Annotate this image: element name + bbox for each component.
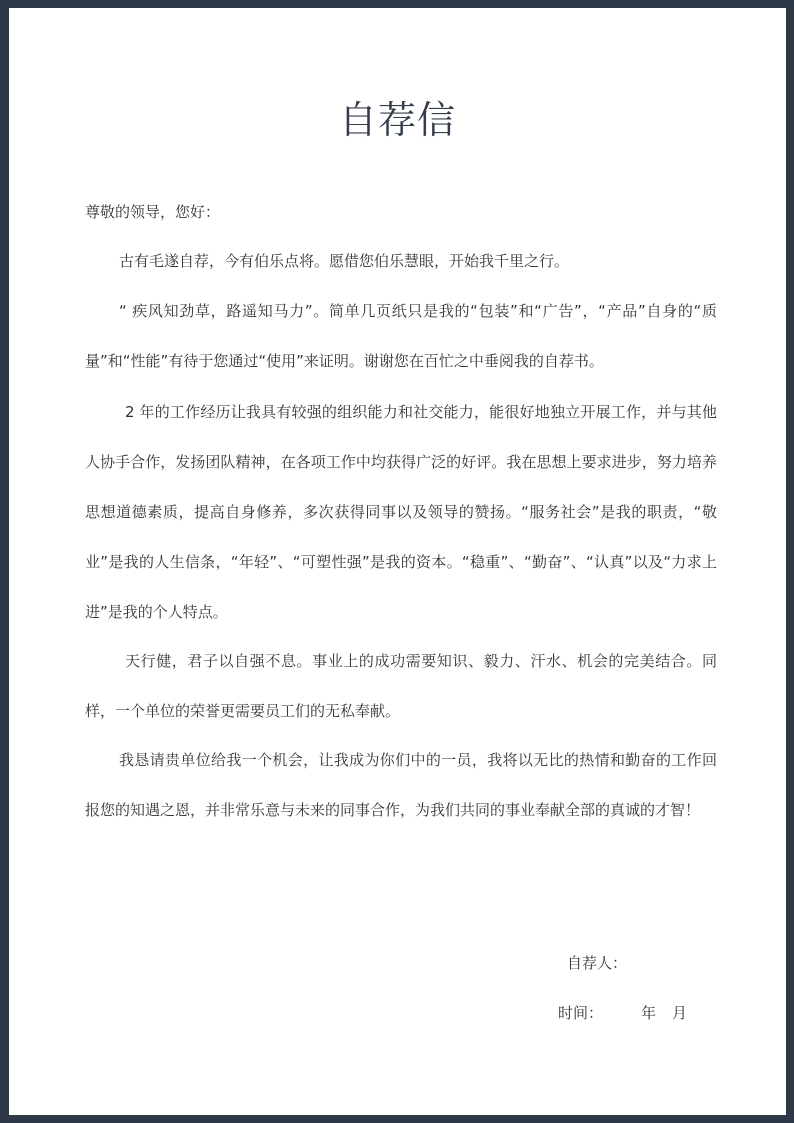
signature-name-label: 自荐人： (567, 954, 628, 972)
letter-paragraph-4: 天行健，君子以自强不息。事业上的成功需要知识、毅力、汗水、机会的完美结合。同样，一个单位的荣誉更需要员工们的无私奉献。 (85, 652, 717, 720)
letter-greeting: 尊敬的领导，您好： (85, 203, 221, 221)
signature-year-label: 年 (641, 1004, 657, 1022)
letter-paragraph-5: 我恳请贵单位给我一个机会，让我成为你们中的一员，我将以无比的热情和勤奋的工作回报您的知遇之恩，并非常乐意与未来的同事合作，为我们共同的事业奉献全部的真诚的才智！ (85, 751, 717, 819)
signature-date-label: 时间： (558, 1004, 604, 1022)
letter-paragraph-3: 2 年的工作经历让我具有较强的组织能力和社交能力，能很好地独立开展工作，并与其他人协手合作，发扬团队精神，在各项工作中均获得广泛的好评。我在思想上要求进步，努力培养思想道德素质，提高自身修养，多次获得同事以及领导的赞扬。“服务社会”是我的职责，“敬业”是我的人生信条，“年轻”、“可塑性强”是我的资本。“稳重”、“勤奋”、“认真”以及“力求上进”是我的个人特点。 (85, 403, 717, 621)
signature-date-line (558, 988, 687, 1038)
letter-paragraph-1: 古有毛遂自荐，今有伯乐点将。愿借您伯乐慧眼，开始我千里之行。 (119, 252, 570, 270)
letter-title: 自荐信 (338, 98, 456, 142)
signature-month-label: 月 (672, 1004, 688, 1022)
letter-paragraph-2: “ 疾风知劲草，路遥知马力”。简单几页纸只是我的“包装”和“广告”，“产品”自身的“质量”和“性能”有待于您通过“使用”来证明。谢谢您在百忙之中垂阅我的自荐书。 (85, 302, 717, 370)
letter-page (9, 8, 786, 1115)
